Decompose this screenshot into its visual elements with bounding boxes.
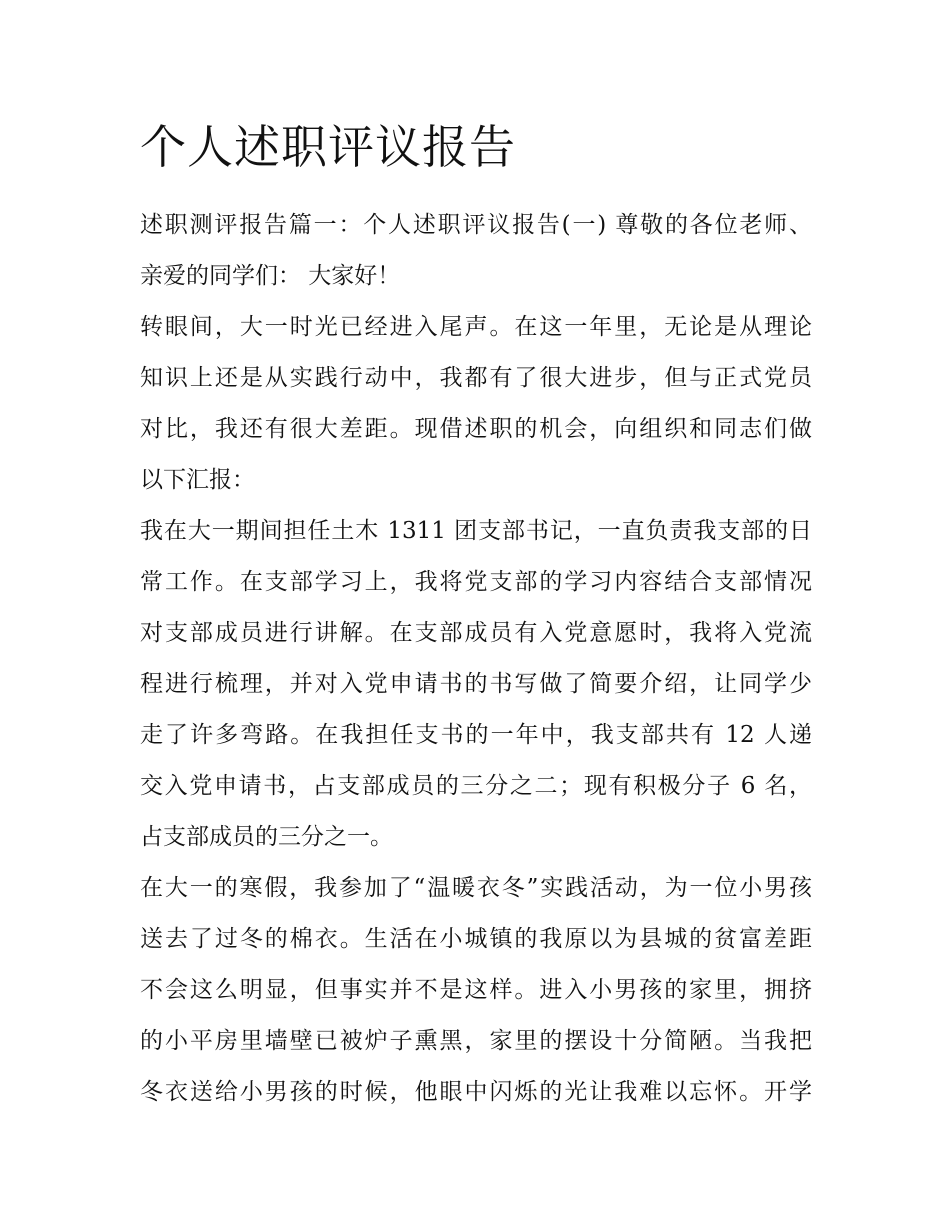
text-line: 程进行梳理，并对入党申请书的书写做了简要介绍，让同学少 bbox=[140, 671, 812, 697]
text-line: 亲爱的同学们： 大家好！ bbox=[140, 263, 401, 289]
text-line: 我在大一期间担任土木 1311 团支部书记，一直负责我支部的日 bbox=[140, 518, 812, 544]
text-line: 对比，我还有很大差距。现借述职的机会，向组织和同志们做 bbox=[140, 416, 812, 442]
paragraph-practice bbox=[140, 863, 812, 1118]
text-line: 在大一的寒假，我参加了“温暖衣冬”实践活动，为一位小男孩 bbox=[140, 875, 812, 901]
paragraph-intro bbox=[140, 200, 812, 302]
text-line: 冬衣送给小男孩的时候，他眼中闪烁的光让我难以忘怀。开学 bbox=[140, 1079, 812, 1105]
text-line: 对支部成员进行讲解。在支部成员有入党意愿时，我将入党流 bbox=[140, 620, 812, 646]
document-body bbox=[140, 112, 812, 1118]
text-line: 不会这么明显，但事实并不是这样。进入小男孩的家里，拥挤 bbox=[140, 977, 812, 1003]
paragraph-branch-work bbox=[140, 506, 812, 863]
document-title: 个人述职评议报告 bbox=[140, 120, 516, 174]
text-line: 的小平房里墙壁已被炉子熏黑，家里的摆设十分简陋。当我把 bbox=[140, 1028, 812, 1054]
paragraph-summary bbox=[140, 302, 812, 506]
text-line: 走了许多弯路。在我担任支书的一年中，我支部共有 12 人递 bbox=[140, 722, 812, 748]
text-line: 述职测评报告篇一：个人述职评议报告(一) 尊敬的各位老师、 bbox=[140, 212, 812, 238]
text-line: 知识上还是从实践行动中，我都有了很大进步，但与正式党员 bbox=[140, 365, 812, 391]
text-line: 以下汇报： bbox=[140, 467, 255, 493]
text-line: 送去了过冬的棉衣。生活在小城镇的我原以为县城的贫富差距 bbox=[140, 926, 812, 952]
text-line: 常工作。在支部学习上，我将党支部的学习内容结合支部情况 bbox=[140, 569, 812, 595]
text-line: 交入党申请书，占支部成员的三分之二；现有积极分子 6 名， bbox=[140, 773, 812, 799]
text-line: 占支部成员的三分之一。 bbox=[140, 824, 393, 850]
text-line: 转眼间，大一时光已经进入尾声。在这一年里，无论是从理论 bbox=[140, 314, 812, 340]
